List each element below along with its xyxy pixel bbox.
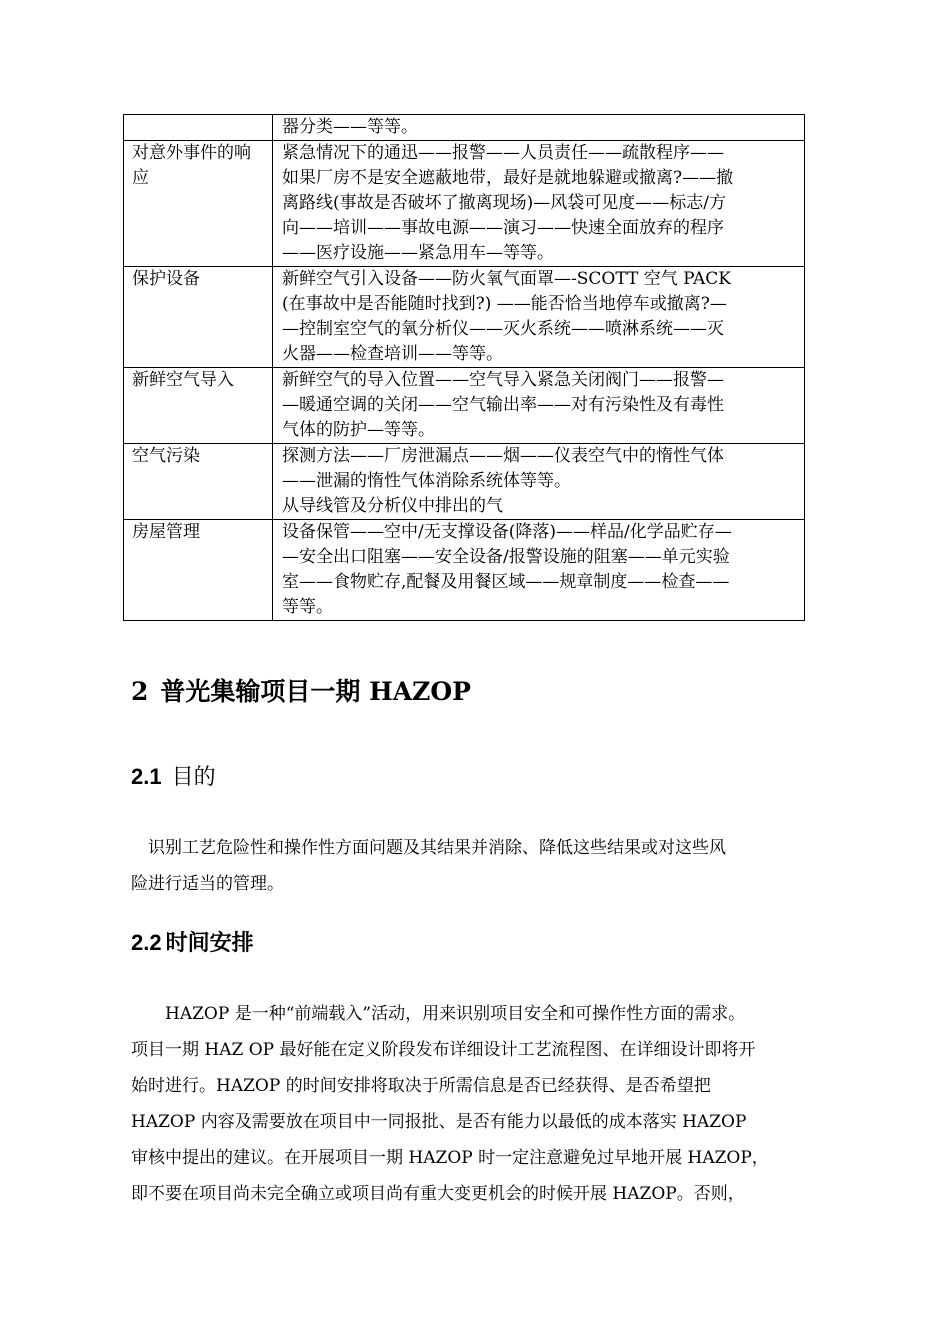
content-line: 设备保管——空中/无支撑设备(降落)——样品/化学品贮存— bbox=[282, 522, 732, 542]
section-2-2-paragraph bbox=[131, 996, 821, 1212]
section-title: 目的 bbox=[171, 765, 216, 790]
row-label-cell bbox=[124, 115, 273, 141]
paragraph-line: 项目一期 HAZ OP 最好能在定义阶段发布详细设计工艺流程图、在详细设计即将开 bbox=[131, 1040, 756, 1060]
content-line: 从导线管及分析仪中排出的气 bbox=[282, 496, 503, 516]
content-line: 新鲜空气的导入位置——空气导入紧急关闭阀门——报警— bbox=[282, 370, 724, 390]
content-line: 向——培训——事故电源——演习——快速全面放弃的程序 bbox=[282, 218, 724, 238]
content-line: 气体的防护—等等。 bbox=[282, 420, 435, 440]
content-line: —控制室空气的氧分析仪——灭火系统——喷淋系统——灭 bbox=[282, 319, 724, 339]
paragraph-line: 险进行适当的管理。 bbox=[131, 874, 284, 894]
content-line: 紧急情况下的通迅——报警——人员责任——疏散程序—— bbox=[282, 143, 724, 163]
row-label-cell bbox=[124, 368, 273, 444]
section-2-heading bbox=[131, 672, 471, 708]
paragraph-line: 始时进行。HAZOP 的时间安排将取决于所需信息是否已经获得、是否希望把 bbox=[131, 1076, 711, 1096]
content-line: 火器——检查培训——等等。 bbox=[282, 344, 503, 364]
label-line: 空气污染 bbox=[132, 446, 200, 466]
section-2-1-paragraph bbox=[131, 830, 821, 902]
row-content-cell bbox=[273, 115, 805, 141]
row-label-cell bbox=[124, 267, 273, 368]
paragraph-line: HAZOP 内容及需要放在项目中一同报批、是否有能力以最低的成本落实 HAZOP bbox=[131, 1112, 747, 1132]
paragraph-line: 审核中提出的建议。在开展项目一期 HAZOP 时一定注意避免过早地开展 HAZOP， bbox=[131, 1148, 769, 1168]
content-line: 室——食物贮存,配餐及用餐区域——规章制度——检查—— bbox=[282, 572, 730, 592]
section-number: 2.2 bbox=[131, 930, 162, 955]
row-content-cell bbox=[273, 141, 805, 267]
paragraph-line: 即不要在项目尚未完全确立或项目尚有重大变更机会的时候开展 HAZOP。否则， bbox=[131, 1184, 745, 1204]
content-line: 探测方法——厂房泄漏点——烟——仪表空气中的惰性气体 bbox=[282, 446, 724, 466]
section-title: 普光集输项目一期 HAZOP bbox=[160, 677, 471, 706]
paragraph-line: HAZOP 是一种“前端载入”活动，用来识别项目安全和可操作性方面的需求。 bbox=[131, 1004, 746, 1024]
table-row bbox=[124, 368, 805, 444]
label-line: 对意外事件的响 bbox=[132, 143, 251, 163]
content-line: ——泄漏的惰性气体消除系统体等等。 bbox=[282, 471, 571, 491]
content-line: 如果厂房不是安全遮蔽地带，最好是就地躲避或撤离?——撤 bbox=[282, 168, 734, 188]
row-label-cell bbox=[124, 444, 273, 520]
content-line: 器分类——等等。 bbox=[282, 117, 418, 137]
table-row bbox=[124, 444, 805, 520]
section-2-1-heading bbox=[131, 760, 216, 791]
content-line: ——医疗设施——紧急用车—等等。 bbox=[282, 243, 554, 263]
row-content-cell bbox=[273, 267, 805, 368]
content-line: —暖通空调的关闭——空气输出率——对有污染性及有毒性 bbox=[282, 395, 724, 415]
content-line: 离路线(事故是否破坏了撤离现场)—风袋可见度——标志/方 bbox=[282, 193, 726, 213]
row-label-cell bbox=[124, 520, 273, 621]
section-number: 2 bbox=[131, 677, 149, 706]
table-row bbox=[124, 115, 805, 141]
label-line: 保护设备 bbox=[132, 269, 200, 289]
paragraph-line: 识别工艺危险性和操作性方面问题及其结果并消除、降低这些结果或对这些风 bbox=[131, 838, 726, 858]
row-content-cell bbox=[273, 444, 805, 520]
section-number: 2.1 bbox=[131, 764, 162, 789]
content-line: 等等。 bbox=[282, 597, 333, 617]
content-line: 新鲜空气引入设备——防火氧气面罩—-SCOTT 空气 PACK bbox=[282, 269, 731, 289]
content-line: (在事故中是否能随时找到?) ——能否恰当地停车或撤离?— bbox=[282, 294, 727, 314]
label-line bbox=[132, 115, 268, 140]
hazop-checklist-table bbox=[123, 114, 805, 621]
table-row bbox=[124, 267, 805, 368]
table-body bbox=[124, 115, 805, 621]
label-line: 新鲜空气导入 bbox=[132, 370, 234, 390]
row-content-cell bbox=[273, 520, 805, 621]
table-row bbox=[124, 520, 805, 621]
section-title: 时间安排 bbox=[165, 931, 254, 956]
table-row bbox=[124, 141, 805, 267]
row-content-cell bbox=[273, 368, 805, 444]
content-line: —安全出口阻塞——安全设备/报警设施的阻塞——单元实验 bbox=[282, 547, 730, 567]
section-2-2-heading bbox=[131, 926, 254, 957]
row-label-cell bbox=[124, 141, 273, 267]
label-line: 应 bbox=[132, 168, 149, 188]
label-line: 房屋管理 bbox=[132, 522, 200, 542]
